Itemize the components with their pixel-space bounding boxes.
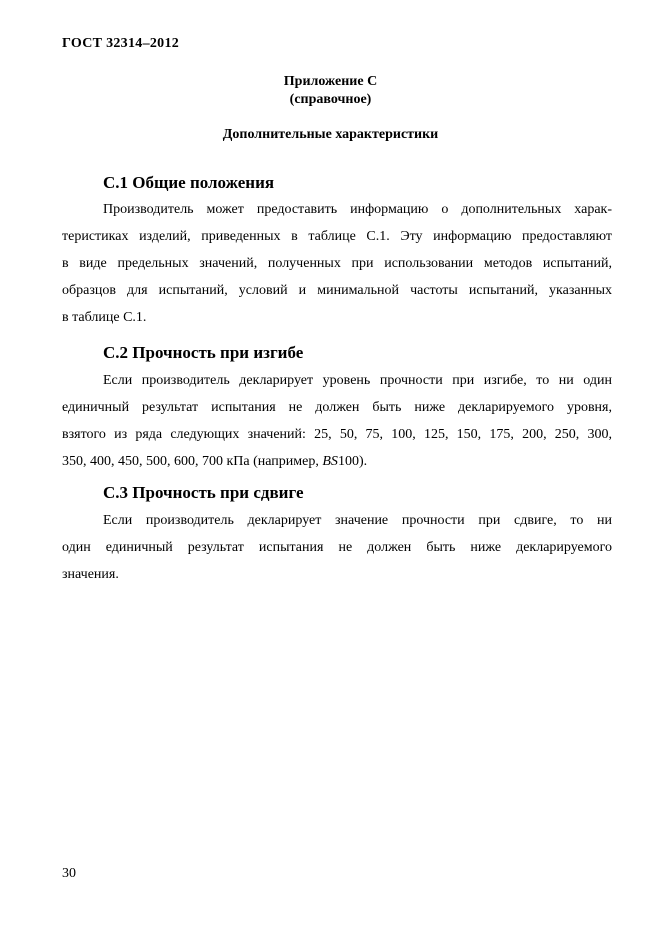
appendix-title-block: [0, 73, 661, 109]
section-heading-c3: С.3 Прочность при сдвиге: [103, 483, 304, 502]
example-tail: 100).: [337, 454, 368, 469]
appendix-title: Приложение С: [283, 74, 378, 89]
section-c1-paragraph: [62, 202, 612, 332]
appendix-subtitle: (справочное): [289, 92, 372, 107]
paragraph-line: взятого из ряда следующих значений: 25, 50, 75, 100, 125, 150, 175, 200, 250, 300,: [62, 427, 612, 442]
paragraph-line: Если производитель декларирует значение прочности при сдвиге, то ни: [103, 513, 612, 528]
paragraph-line: теристиках изделий, приведенных в таблице С.1. Эту информацию предоставляют: [62, 229, 612, 244]
document-header: ГОСТ 32314–2012: [62, 36, 180, 51]
paragraph-line: Производитель может предоставить информацию о дополнительных харак-: [103, 202, 612, 217]
page-number: 30: [62, 866, 76, 881]
paragraph-line: один единичный результат испытания не должен быть ниже декларируемого: [62, 540, 612, 555]
section-heading-c1: С.1 Общие положения: [103, 173, 275, 192]
section-c2-paragraph: [62, 373, 612, 483]
example-code: BS: [322, 454, 338, 469]
section-heading-c2: С.2 Прочность при изгибе: [103, 343, 304, 362]
appendix-heading: Дополнительные характеристики: [222, 127, 439, 142]
paragraph-line: единичный результат испытания не должен быть ниже декларируемого уровня,: [62, 400, 612, 415]
paragraph-line: образцов для испытаний, условий и минимальной частоты испытаний, указанных: [62, 283, 612, 298]
paragraph-line: значения.: [62, 567, 119, 582]
paragraph-line: [62, 454, 612, 470]
line-text: 350, 400, 450, 500, 600, 700 кПа (например,: [62, 454, 323, 469]
section-c3-paragraph: [62, 513, 612, 593]
paragraph-line: в виде предельных значений, полученных при использовании методов испытаний,: [62, 256, 612, 271]
paragraph-line: в таблице С.1.: [62, 310, 147, 325]
paragraph-line: Если производитель декларирует уровень прочности при изгибе, то ни один: [103, 373, 612, 388]
